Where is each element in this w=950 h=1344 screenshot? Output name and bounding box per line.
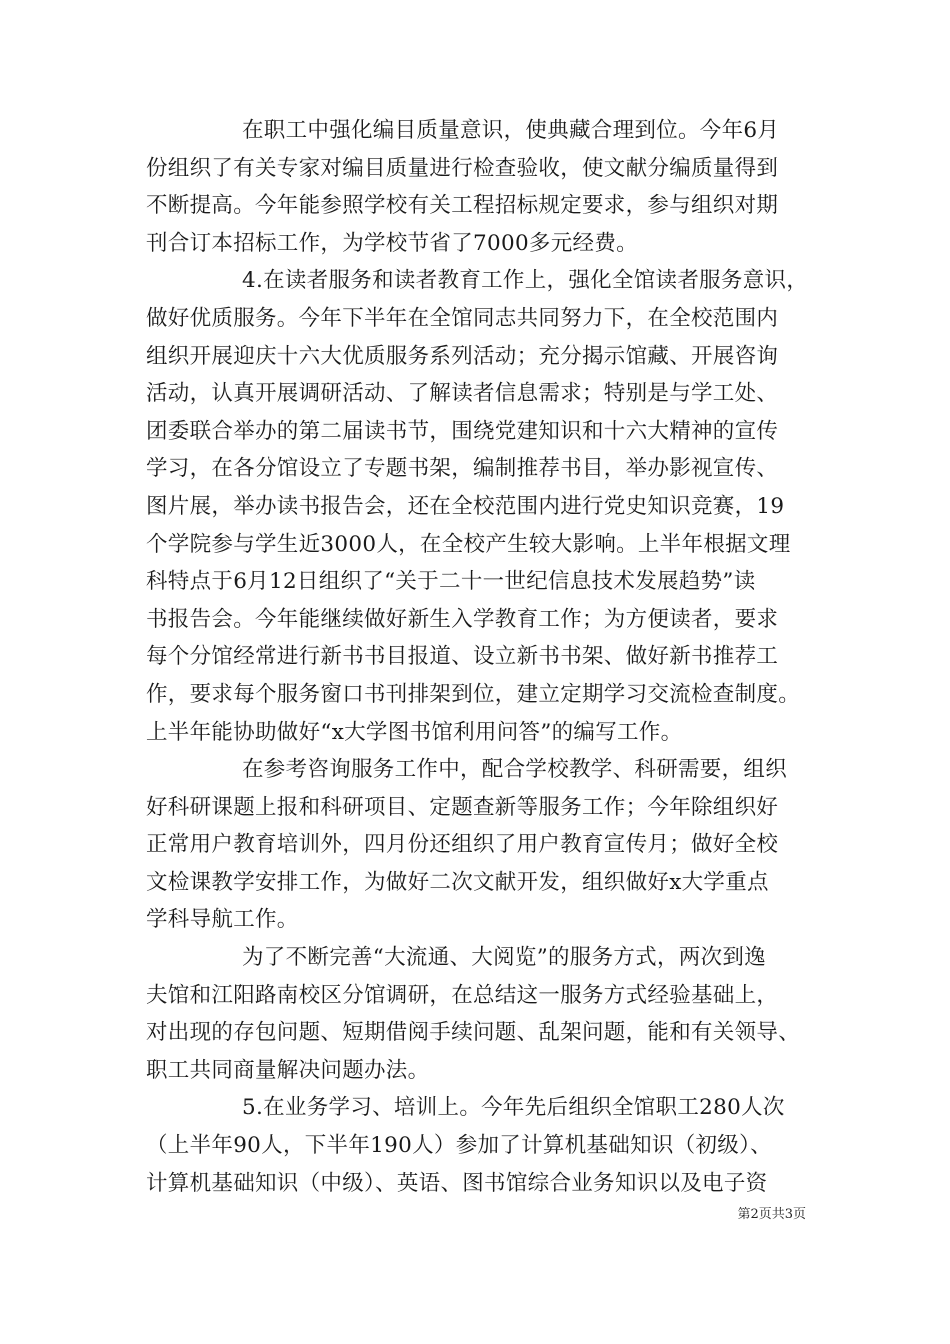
text-line: 刊合订本招标工作，为学校节省了7000多元经费。 <box>146 230 638 256</box>
text-line: 作，要求每个服务窗口书刊排架到位，建立定期学习交流检查制度。 <box>146 681 801 707</box>
text-line: 5.在业务学习、培训上。今年先后组织全馆职工280人次 <box>242 1095 785 1121</box>
text-line: 图片展，举办读书报告会，还在全校范围内进行党史知识竞赛，19 <box>146 493 785 519</box>
text-line: 好科研课题上报和科研项目、定题查新等服务工作；今年除组织好 <box>146 794 779 820</box>
text-line: 为了不断完善“大流通、大阅览”的服务方式，两次到逸 <box>242 945 766 971</box>
text-line: 活动，认真开展调研活动、了解读者信息需求；特别是与学工处、 <box>146 381 779 407</box>
text-line: 组织开展迎庆十六大优质服务系列活动；充分揭示馆藏、开展咨询 <box>146 343 779 369</box>
text-line: 科特点于6月12日组织了“关于二十一世纪信息技术发展趋势”读 <box>146 569 756 595</box>
text-line: 学科导航工作。 <box>146 907 299 933</box>
page-number-footer: 第2页共3页 <box>737 1207 806 1222</box>
text-line: 份组织了有关专家对编目质量进行检查验收，使文献分编质量得到 <box>146 155 779 181</box>
text-line: 夫馆和江阳路南校区分馆调研，在总结这一服务方式经验基础上， <box>146 982 779 1008</box>
text-line: 每个分馆经常进行新书书目报道、设立新书书架、做好新书推荐工 <box>146 644 779 670</box>
text-line: 学习，在各分馆设立了专题书架，编制推荐书目，举办影视宣传、 <box>146 456 779 482</box>
text-line: 个学院参与学生近3000人，在全校产生较大影响。上半年根据文理 <box>146 531 791 557</box>
text-line: 书报告会。今年能继续做好新生入学教育工作；为方便读者，要求 <box>146 606 779 632</box>
text-line: 计算机基础知识（中级）、英语、图书馆综合业务知识以及电子资 <box>146 1170 768 1196</box>
text-line: 在参考咨询服务工作中，配合学校教学、科研需要，组织 <box>242 757 788 783</box>
text-line: 做好优质服务。今年下半年在全馆同志共同努力下，在全校范围内 <box>146 305 779 331</box>
text-line: 上半年能协助做好“x大学图书馆利用问答”的编写工作。 <box>146 719 683 745</box>
text-line: （上半年90人，下半年190人）参加了计算机基础知识（初级）、 <box>146 1133 772 1159</box>
text-line: 团委联合举办的第二届读书节，围绕党建知识和十六大精神的宣传 <box>146 418 779 444</box>
document-body <box>146 112 809 1202</box>
text-line: 文检课教学安排工作，为做好二次文献开发，组织做好x大学重点 <box>146 869 769 895</box>
text-line: 4.在读者服务和读者教育工作上，强化全馆读者服务意识， <box>242 268 809 294</box>
text-line: 职工共同商量解决问题办法。 <box>146 1057 430 1083</box>
text-line: 正常用户教育培训外，四月份还组织了用户教育宣传月；做好全校 <box>146 832 779 858</box>
text-line: 对出现的存包问题、短期借阅手续问题、乱架问题，能和有关领导、 <box>146 1020 801 1046</box>
text-line: 在职工中强化编目质量意识，使典藏合理到位。今年6月 <box>242 118 780 143</box>
text-line: 不断提高。今年能参照学校有关工程招标规定要求，参与组织对期 <box>146 193 779 219</box>
